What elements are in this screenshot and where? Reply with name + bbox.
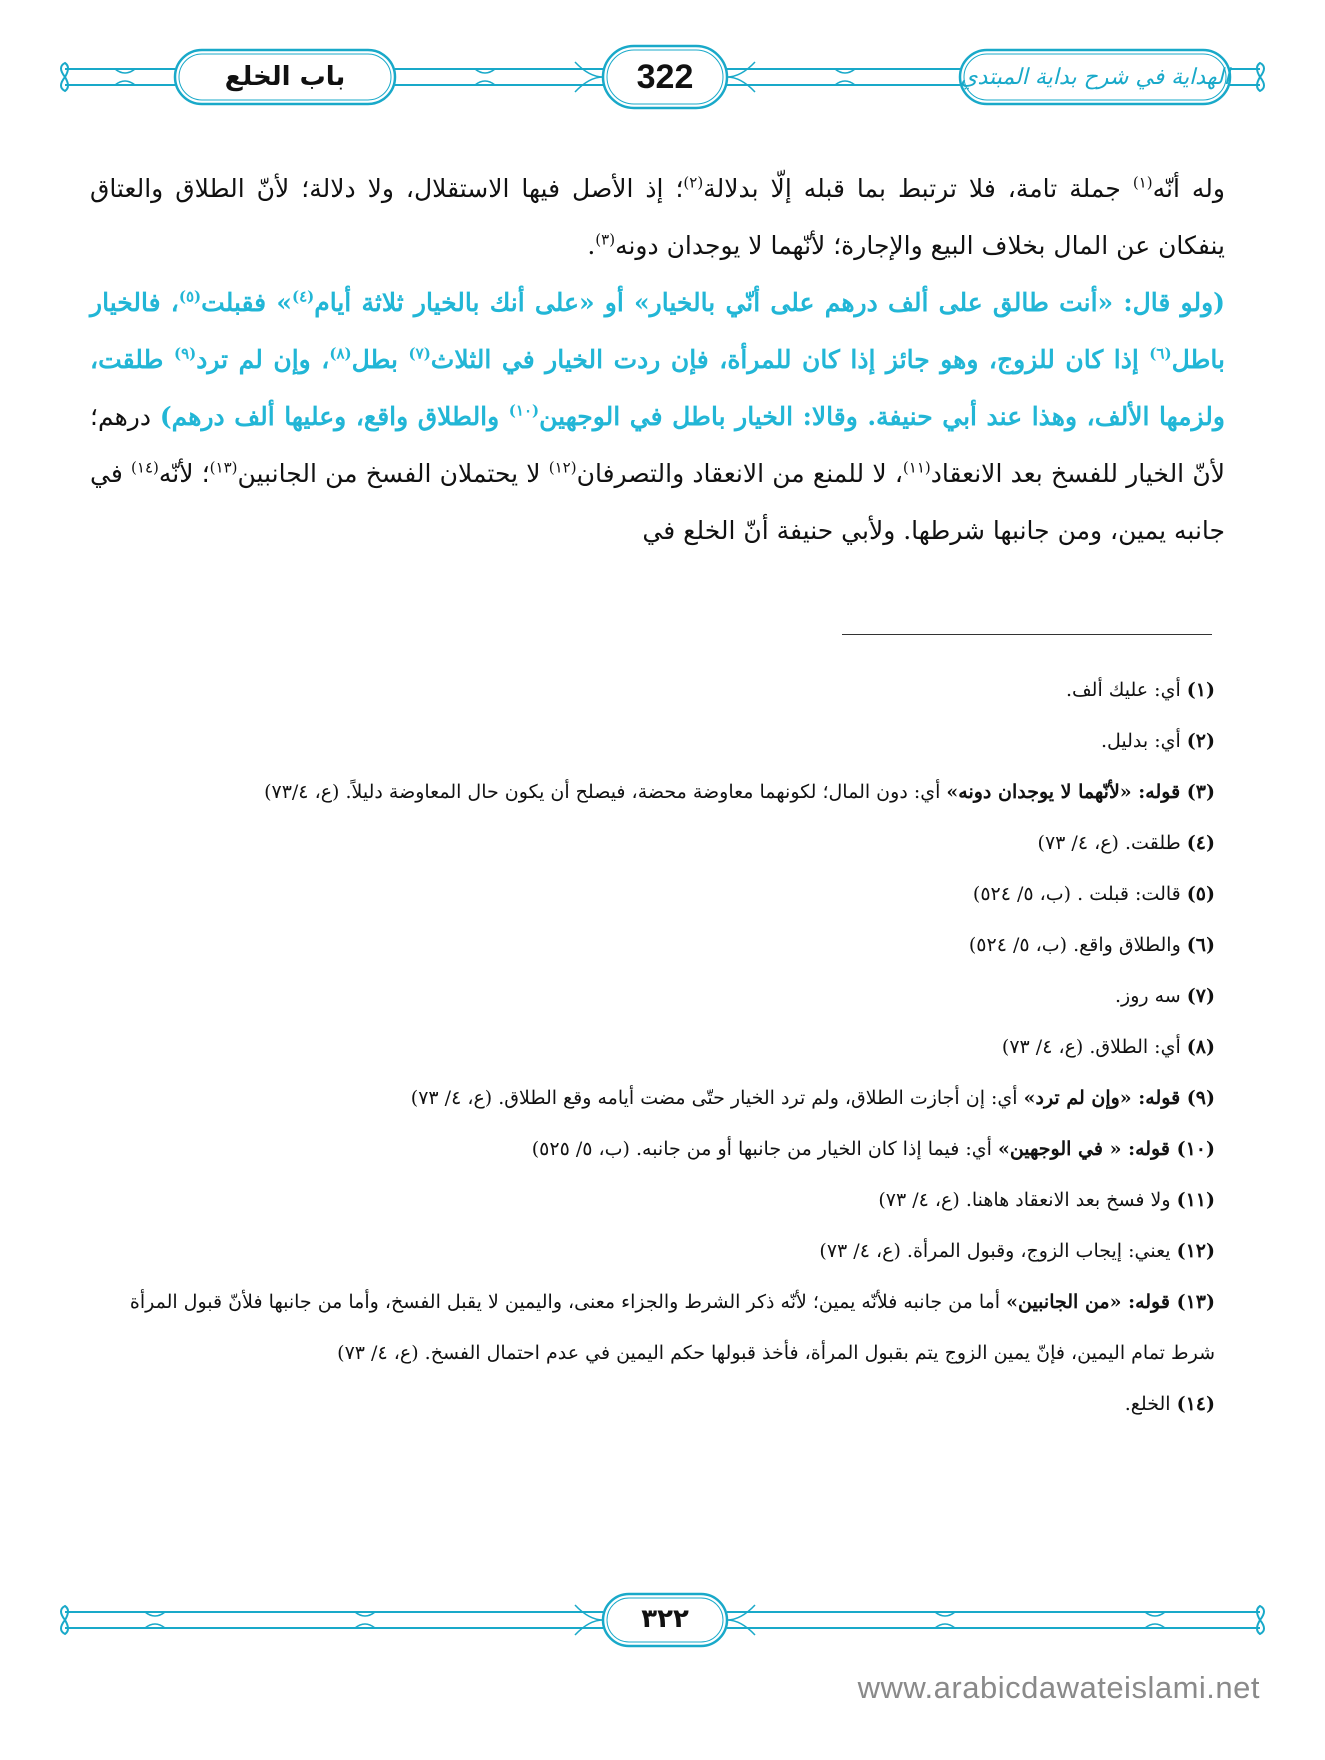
- footnote-ref[interactable]: (١٢): [548, 458, 577, 477]
- footnote-divider: [842, 634, 1212, 635]
- page-footer: [55, 1590, 1270, 1650]
- page-header: [55, 42, 1270, 112]
- matn-text: ، فالخيار باطل: [90, 288, 1225, 374]
- chapter-title: باب الخلع: [224, 62, 346, 92]
- footnote-4: (٤) طلقت. (ع، ٤/ ٧٣): [1037, 832, 1215, 854]
- footnote-7: (٧) سه روز.: [1115, 985, 1215, 1007]
- footnote-10: (١٠) قوله: « في الوجهين» أي: فيما إذا كان الخيار من جانبها أو من جانبه. (ب، ٥/ ٥٢٥): [531, 1138, 1215, 1160]
- footnote-ref[interactable]: (٤): [291, 287, 315, 306]
- matn-text: والطلاق واقع، وعليها ألف درهم): [159, 402, 509, 431]
- footnote-ref[interactable]: (٩): [173, 344, 197, 363]
- matn-text: إذا كان للزوج، وهو جائز إذا كان للمرأة، فإن ردت الخيار في الثلاث: [430, 345, 1150, 374]
- footnote-5: (٥) قالت: قبلت . (ب، ٥/ ٥٢٤): [972, 883, 1215, 905]
- paragraph-1: وله أنّه$^{(١)}$ جملة تامة، فلا ترتبط بما قبله إلّا بدلالة$^{(٢)}$؛ إذ الأصل فيها الاستقلال، ولا دلالة؛ لأنّ الطلاق والعتاق ينفكان عن المال بخلاف البيع والإجارة؛ لأنّهما لا يوجدان دونه$^{(٣)}$.: [90, 173, 1225, 260]
- footnote-ref[interactable]: (٥): [178, 287, 202, 306]
- website-url[interactable]: www.arabicdawateislami.net: [857, 1670, 1260, 1705]
- footer-page-number: ٣٢٢: [641, 1604, 689, 1634]
- footnote-11: (١١) ولا فسخ بعد الانعقاد هاهنا. (ع، ٤/ ٧٣): [878, 1189, 1215, 1211]
- footnote-ref[interactable]: (٢): [683, 173, 704, 192]
- footnote-8: (٨) أي: الطلاق. (ع، ٤/ ٧٣): [1001, 1036, 1215, 1058]
- footnote-ref[interactable]: (٣): [595, 230, 616, 249]
- footnote-ref[interactable]: (٧): [408, 344, 431, 363]
- matn-text: طلقت، ولزمها الألف، وهذا عند أبي حنيفة. وقالا: الخيار باطل في الوجهين: [90, 345, 1225, 431]
- matn-text: » فقبلت: [201, 288, 292, 317]
- footnote-ref[interactable]: (٨): [329, 344, 352, 363]
- footnotes: [85, 665, 1215, 1430]
- footnote-3: (٣) قوله: «لأنّهما لا يوجدان دونه» أي: دون المال؛ لكونهما معاوضة محضة، فيصلح أن يكون حال المعاوضة دليلاً. (ع، ٧٣/٤): [264, 781, 1215, 803]
- footnote-13: (١٣) قوله: «من الجانبين» أما من جانبه فلأنّه يمين؛ لأنّه ذكر الشرط والجزاء معنى، واليمين لا يقبل الفسخ، وأما من جانبها فلأنّ قبول المرأة شرط تمام اليمين، فإنّ يمين الزوج يتم بقبول المرأة، فأخذ قبولها حكم اليمين في عدم احتمال الفسخ. (ع، ٤/ ٧٣): [129, 1291, 1215, 1364]
- footnote-ref[interactable]: (١٤): [131, 458, 159, 477]
- footnote-ref[interactable]: (١٣): [209, 458, 238, 477]
- footnote-9: (٩) قوله: «وإن لم ترد» أي: إن أجازت الطلاق، ولم ترد الخيار حتّى مضت أيامه وقع الطلاق. (ع، ٤/ ٧٣): [410, 1087, 1215, 1109]
- footnote-2: (٢) أي: بدليل.: [1100, 730, 1215, 752]
- main-text: [90, 160, 1225, 559]
- paragraph-2: (ولو قال: «أنت طالق على ألف درهم على أنّي بالخيار» أو «على أنك بالخيار ثلاثة أيام$^{(٤)}$» فقبلت$^{(٥)}$، فالخيار باطل$^{(٦)}$ إذا كان للزوج، وهو جائز إذا كان للمرأة، فإن ردت الخيار في الثلاث$^{(٧)}$ بطل$^{(٨)}$، وإن لم ترد$^{(٩)}$ طلقت، ولزمها الألف، وهذا عند أبي حنيفة. وقالا: الخيار باطل في الوجهين$^{(١٠)}$ والطلاق واقع، وعليها ألف درهم) درهم؛ لأنّ الخيار للفسخ بعد الانعقاد$^{(١١)}$، لا للمنع من الانعقاد والتصرفان$^{(١٢)}$ لا يحتملان الفسخ من الجانبين$^{(١٣)}$؛ لأنّه$^{(١٤)}$ في جانبه يمين، ومن جانبها شرطها. ولأبي حنيفة أنّ الخلع في: [90, 287, 1225, 545]
- footnote-ref[interactable]: (٦): [1149, 344, 1172, 363]
- footnote-ref[interactable]: (١١): [902, 458, 931, 477]
- footnote-ref[interactable]: (١٠): [508, 401, 540, 420]
- footnote-1: (١) أي: عليك ألف.: [1065, 679, 1215, 701]
- page-number: 322: [636, 57, 694, 96]
- footnote-14: (١٤) الخلع.: [1124, 1393, 1215, 1415]
- footnote-6: (٦) والطلاق واقع. (ب، ٥/ ٥٢٤): [968, 934, 1215, 956]
- matn-text: (ولو قال: «أنت طالق على ألف درهم على أنّي بالخيار» أو «على أنك بالخيار ثلاثة أيام: [314, 288, 1225, 317]
- matn-text: بطل: [351, 345, 409, 374]
- book-title: الهداية في شرح بداية المبتدي: [960, 64, 1230, 90]
- matn-text: ، وإن لم ترد: [196, 345, 330, 374]
- footnote-ref[interactable]: (١): [1132, 173, 1153, 192]
- footnote-12: (١٢) يعني: إيجاب الزوج، وقبول المرأة. (ع، ٤/ ٧٣): [819, 1240, 1215, 1262]
